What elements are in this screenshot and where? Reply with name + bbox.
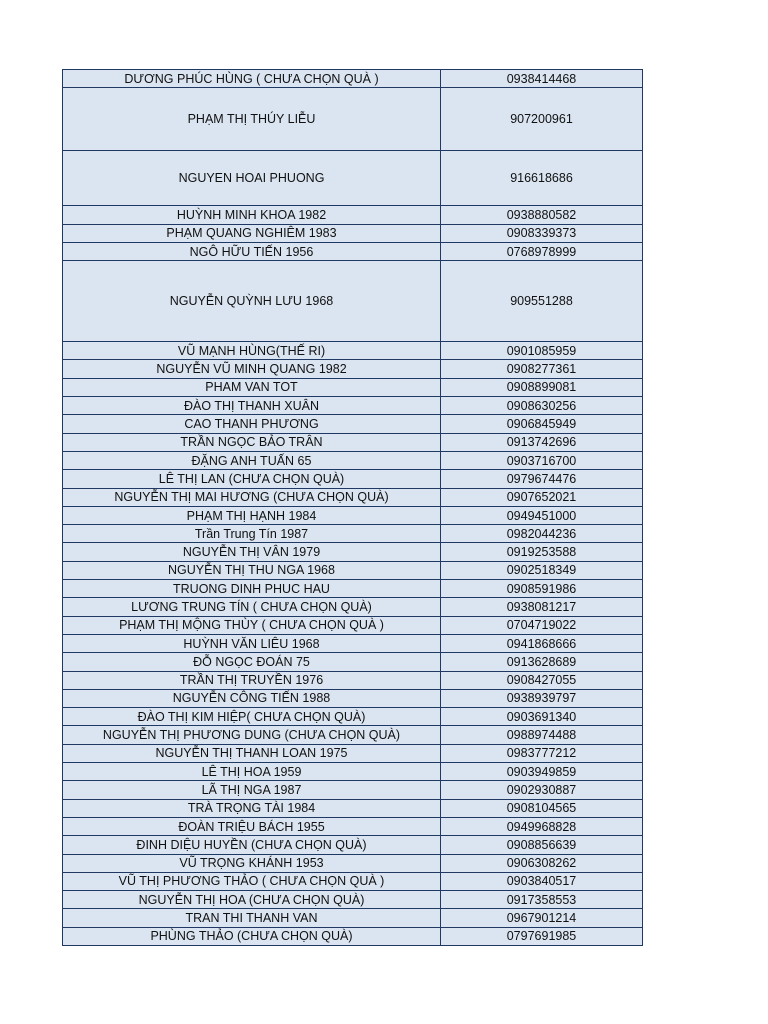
phone-cell[interactable]: 0903691340 [441,708,643,726]
name-cell[interactable]: DƯƠNG PHÚC HÙNG ( CHƯA CHỌN QUÀ ) [63,70,441,88]
table-row [63,360,643,378]
name-cell[interactable]: TRUONG DINH PHUC HAU [63,580,441,598]
phone-cell[interactable]: 0797691985 [441,927,643,945]
phone-cell[interactable]: 0983777212 [441,744,643,762]
table-row [63,397,643,415]
table-row [63,799,643,817]
name-cell[interactable]: NGUYỄN QUỲNH LƯU 1968 [63,261,441,342]
table-row [63,854,643,872]
name-cell[interactable]: LƯƠNG TRUNG TÍN ( CHƯA CHỌN QUÀ) [63,598,441,616]
name-cell[interactable]: NGUYEN HOAI PHUONG [63,151,441,206]
phone-cell[interactable]: 0919253588 [441,543,643,561]
phone-cell[interactable]: 909551288 [441,261,643,342]
name-cell[interactable]: VŨ MẠNH HÙNG(THẾ RI) [63,342,441,360]
phone-cell[interactable]: 0901085959 [441,342,643,360]
phone-cell[interactable]: 0906308262 [441,854,643,872]
table-row [63,543,643,561]
name-cell[interactable]: NGÔ HỮU TIẾN 1956 [63,242,441,260]
table-row [63,891,643,909]
table-row [63,634,643,652]
table-row [63,378,643,396]
table-row [63,561,643,579]
name-cell[interactable]: TRẦN NGỌC BẢO TRÂN [63,433,441,451]
table-row [63,689,643,707]
phone-cell[interactable]: 0704719022 [441,616,643,634]
table-row [63,206,643,224]
phone-cell[interactable]: 0949968828 [441,817,643,835]
name-cell[interactable]: NGUYỄN THỊ VÂN 1979 [63,543,441,561]
name-cell[interactable]: VŨ TRỌNG KHÁNH 1953 [63,854,441,872]
table-row [63,763,643,781]
table-row [63,580,643,598]
phone-cell[interactable]: 0902518349 [441,561,643,579]
name-cell[interactable]: VŨ THỊ PHƯƠNG THẢO ( CHƯA CHỌN QUÀ ) [63,872,441,890]
table-row [63,872,643,890]
table-row [63,470,643,488]
name-cell[interactable]: NGUYỄN THỊ MAI HƯƠNG (CHƯA CHỌN QUÀ) [63,488,441,506]
name-cell[interactable]: PHẠM THỊ THÚY LIỄU [63,88,441,151]
name-cell[interactable]: ĐÀO THỊ KIM HIỆP( CHƯA CHỌN QUÀ) [63,708,441,726]
name-cell[interactable]: PHÙNG THẢO (CHƯA CHỌN QUÀ) [63,927,441,945]
phone-cell[interactable]: 0908591986 [441,580,643,598]
table-row [63,653,643,671]
name-cell[interactable]: ĐÀO THỊ THANH XUÂN [63,397,441,415]
phone-cell[interactable]: 0907652021 [441,488,643,506]
phone-cell[interactable]: 0982044236 [441,525,643,543]
phone-cell[interactable]: 0908104565 [441,799,643,817]
phone-cell[interactable]: 0949451000 [441,506,643,524]
table-row [63,817,643,835]
table-row [63,744,643,762]
phone-cell[interactable]: 916618686 [441,151,643,206]
name-cell[interactable]: PHAM VAN TOT [63,378,441,396]
phone-cell[interactable]: 0908856639 [441,836,643,854]
table-row [63,598,643,616]
phone-cell[interactable]: 0979674476 [441,470,643,488]
table-row [63,488,643,506]
name-cell[interactable]: NGUYỄN CÔNG TIẾN 1988 [63,689,441,707]
phone-cell[interactable]: 0913742696 [441,433,643,451]
phone-cell[interactable]: 0906845949 [441,415,643,433]
contact-table [62,69,643,946]
table-row [63,836,643,854]
table-row [63,70,643,88]
phone-cell[interactable]: 0903716700 [441,451,643,469]
phone-cell[interactable]: 0988974488 [441,726,643,744]
phone-cell[interactable]: 0903840517 [441,872,643,890]
name-cell[interactable]: HUỲNH VĂN LIÊU 1968 [63,634,441,652]
name-cell[interactable]: NGUYỄN THỊ THANH LOAN 1975 [63,744,441,762]
phone-cell[interactable]: 0908899081 [441,378,643,396]
phone-cell[interactable]: 0908277361 [441,360,643,378]
name-cell[interactable]: PHẠM QUANG NGHIÊM 1983 [63,224,441,242]
phone-cell[interactable]: 0903949859 [441,763,643,781]
name-cell[interactable]: ĐOÀN TRIỆU BÁCH 1955 [63,817,441,835]
name-cell[interactable]: NGUYỄN THỊ PHƯƠNG DUNG (CHƯA CHỌN QUÀ) [63,726,441,744]
name-cell[interactable]: PHẠM THỊ MỘNG THÙY ( CHƯA CHỌN QUÀ ) [63,616,441,634]
table-row [63,781,643,799]
name-cell[interactable]: LÊ THỊ HOA 1959 [63,763,441,781]
name-cell[interactable]: ĐỖ NGỌC ĐOÁN 75 [63,653,441,671]
name-cell[interactable]: LÃ THỊ NGA 1987 [63,781,441,799]
table-row [63,342,643,360]
contact-table-body [63,70,643,946]
phone-cell[interactable]: 0917358553 [441,891,643,909]
table-row [63,451,643,469]
table-row [63,242,643,260]
table-row [63,909,643,927]
table-row [63,708,643,726]
name-cell[interactable]: NGUYỄN VŨ MINH QUANG 1982 [63,360,441,378]
name-cell[interactable]: CAO THANH PHƯƠNG [63,415,441,433]
table-row [63,261,643,342]
table-row [63,151,643,206]
phone-cell[interactable]: 0908427055 [441,671,643,689]
phone-cell[interactable]: 0938414468 [441,70,643,88]
name-cell[interactable]: HUỲNH MINH KHOA 1982 [63,206,441,224]
table-row [63,433,643,451]
phone-cell[interactable]: 0908339373 [441,224,643,242]
name-cell[interactable]: ĐINH DIỆU HUYỀN (CHƯA CHỌN QUÀ) [63,836,441,854]
name-cell[interactable]: ĐẶNG ANH TUẤN 65 [63,451,441,469]
name-cell[interactable]: TRÀ TRỌNG TÀI 1984 [63,799,441,817]
table-row [63,415,643,433]
name-cell[interactable]: Trần Trung Tín 1987 [63,525,441,543]
table-row [63,927,643,945]
name-cell[interactable]: NGUYỄN THỊ HOA (CHƯA CHỌN QUÀ) [63,891,441,909]
phone-cell[interactable]: 0941868666 [441,634,643,652]
phone-cell[interactable]: 0938081217 [441,598,643,616]
phone-cell[interactable]: 0908630256 [441,397,643,415]
name-cell[interactable]: NGUYỄN THỊ THU NGA 1968 [63,561,441,579]
phone-cell[interactable]: 0902930887 [441,781,643,799]
phone-cell[interactable]: 0913628689 [441,653,643,671]
name-cell[interactable]: LÊ THỊ LAN (CHƯA CHỌN QUÀ) [63,470,441,488]
table-row [63,506,643,524]
name-cell[interactable]: TRẦN THỊ TRUYỀN 1976 [63,671,441,689]
table-row [63,616,643,634]
phone-cell[interactable]: 0967901214 [441,909,643,927]
table-row [63,525,643,543]
phone-cell[interactable]: 0768978999 [441,242,643,260]
name-cell[interactable]: PHẠM THỊ HẠNH 1984 [63,506,441,524]
name-cell[interactable]: TRAN THI THANH VAN [63,909,441,927]
table-row [63,224,643,242]
table-row [63,88,643,151]
phone-cell[interactable]: 907200961 [441,88,643,151]
table-row [63,726,643,744]
phone-cell[interactable]: 0938880582 [441,206,643,224]
phone-cell[interactable]: 0938939797 [441,689,643,707]
table-row [63,671,643,689]
